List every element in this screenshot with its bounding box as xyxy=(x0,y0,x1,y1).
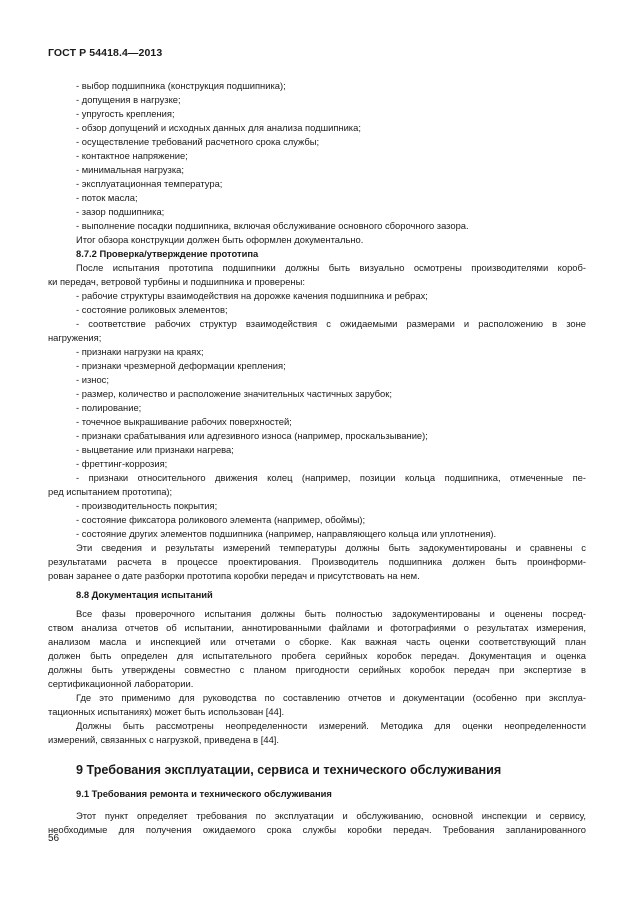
list-item: - фреттинг-коррозия; xyxy=(76,458,168,469)
paragraph-line: должен быть определен для испытательного пробега серийных коробок передач. Документация и оценка xyxy=(48,650,586,661)
list-item: - производительность покрытия; xyxy=(76,500,218,511)
list-item: - выбор подшипника (конструкция подшипника); xyxy=(76,80,286,91)
list-item: - упругость крепления; xyxy=(76,108,175,119)
paragraph-line: Все фазы проверочного испытания должны быть полностью задокументированы и оценены посред- xyxy=(76,608,586,619)
list-item-continuation: ред испытанием прототипа); xyxy=(48,486,173,497)
list-item-continuation: нагружения; xyxy=(48,332,102,343)
list-item: - точечное выкрашивание рабочих поверхностей; xyxy=(76,416,292,427)
paragraph-line: должны быть утверждены совместно с планом пригодности серийных коробок передач при экспертизе в xyxy=(48,664,586,675)
list-item: - рабочие структуры взаимодействия на дорожке качения подшипника и ребрах; xyxy=(76,290,428,301)
standard-header: ГОСТ Р 54418.4—2013 xyxy=(48,47,163,59)
paragraph-line: Эти сведения и результаты измерений температуры должны быть задокументированы и сравнены с xyxy=(76,542,586,553)
paragraph-line: После испытания прототипа подшипники должны быть визуально осмотрены производителями короб- xyxy=(76,262,586,273)
paragraph-line: измерений, связанных с нагрузкой, приведена в [44]. xyxy=(48,734,280,745)
list-item: - допущения в нагрузке; xyxy=(76,94,181,105)
list-item: - признаки нагрузки на краях; xyxy=(76,346,204,357)
section-heading-8-8: 8.8 Документация испытаний xyxy=(76,589,213,600)
chapter-heading-9: 9 Требования эксплуатации, сервиса и технического обслуживания xyxy=(76,763,502,777)
page-number: 56 xyxy=(48,833,60,844)
list-item: - состояние роликовых элементов; xyxy=(76,304,228,315)
paragraph-line: Где это применимо для руководства по составлению отчетов и документации (особенно при эксплуа- xyxy=(76,692,586,703)
paragraph-line: необходимые для получения ожидаемого срока службы коробки передач. Требования запланированного xyxy=(48,824,586,835)
list-item: - выцветание или признаки нагрева; xyxy=(76,444,234,455)
paragraph-line: Итог обзора конструкции должен быть оформлен документально. xyxy=(76,234,364,245)
paragraph-line: рован заранее о дате разборки прототипа коробки передач и присутствовать на нем. xyxy=(48,570,420,581)
list-item: - эксплуатационная температура; xyxy=(76,178,223,189)
list-item: - признаки относительного движения колец (например, позиции кольца подшипника, отмеченные пе- xyxy=(76,472,586,483)
paragraph-line: Этот пункт определяет требования по эксплуатации и обслуживанию, основной инспекции и сервису, xyxy=(76,810,586,821)
paragraph-line: ки передач, ветровой турбины и подшипника и проверены: xyxy=(48,276,305,287)
paragraph-line: результатами расчета в процессе проектирования. Производитель подшипника должен быть проинформи- xyxy=(48,556,586,567)
list-item: - минимальная нагрузка; xyxy=(76,164,184,175)
list-item: - признаки срабатывания или адгезивного износа (например, проскальзывание); xyxy=(76,430,428,441)
paragraph-line: Должны быть рассмотрены неопределенности измерений. Методика для оценки неопределенности xyxy=(76,720,586,731)
list-item: - осуществление требований расчетного срока службы; xyxy=(76,136,320,147)
paragraph-line: сертификационной лаборатории. xyxy=(48,678,194,689)
list-item: - зазор подшипника; xyxy=(76,206,165,217)
paragraph-line: ством анализа отчетов об испытании, аннотированными файлами и фотографиями о результатах измерения, xyxy=(48,622,586,633)
list-item: - выполнение посадки подшипника, включая обслуживание основного сборочного зазора. xyxy=(76,220,469,231)
section-heading-9-1: 9.1 Требования ремонта и технического обслуживания xyxy=(76,788,332,799)
list-item: - износ; xyxy=(76,374,109,385)
list-item: - признаки чрезмерной деформации крепления; xyxy=(76,360,286,371)
section-heading-8-7-2: 8.7.2 Проверка/утверждение прототипа xyxy=(76,248,259,259)
paragraph-line: анализом масла и инспекцией или отчетами о сборке. Как важная часть оценки соответствующий план xyxy=(48,636,586,647)
list-item: - состояние фиксатора роликового элемента (например, обоймы); xyxy=(76,514,366,525)
list-item: - полирование; xyxy=(76,402,142,413)
list-item: - состояние других элементов подшипника (например, направляющего кольца или уплотнения). xyxy=(76,528,497,539)
list-item: - обзор допущений и исходных данных для анализа подшипника; xyxy=(76,122,361,133)
paragraph-line: тационных испытаниях) может быть использован [44]. xyxy=(48,706,285,717)
list-item: - соответствие рабочих структур взаимодействия с ожидаемыми размерами и расположению в зоне xyxy=(76,318,586,329)
document-body xyxy=(48,79,586,837)
list-item: - контактное напряжение; xyxy=(76,150,188,161)
list-item: - размер, количество и расположение значительных частичных зарубок; xyxy=(76,388,392,399)
list-item: - поток масла; xyxy=(76,192,138,203)
